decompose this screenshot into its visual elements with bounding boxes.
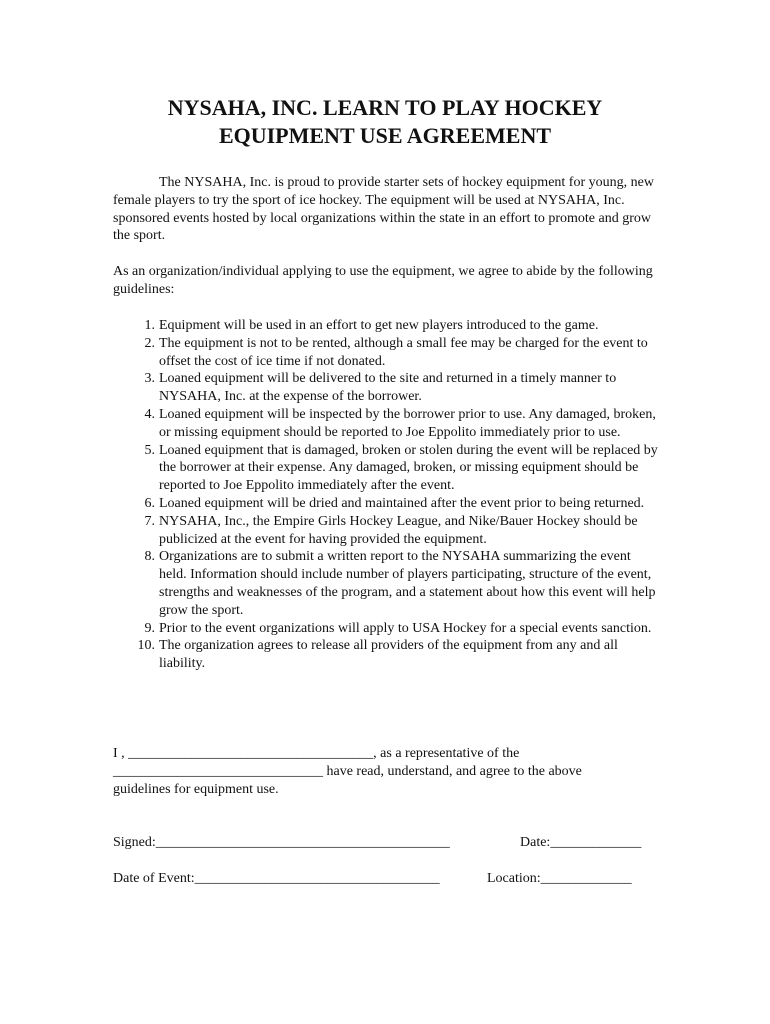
guideline-item	[113, 548, 659, 619]
guideline-text: Loaned equipment will be dried and maintained after the event prior to being returned.	[159, 495, 645, 511]
guideline-text: The equipment is not to be rented, although a small fee may be charged for the event to offset the cost of ice time if not donated.	[159, 335, 648, 369]
guideline-text: Loaned equipment that is damaged, broken or stolen during the event will be replaced by the borrower at their expense. Any damaged, broken, or missing equipment should be reported to Joe Eppolito immediately after the event.	[159, 442, 658, 494]
guideline-number: 1.	[144, 318, 155, 333]
guideline-item	[113, 406, 659, 442]
title-line-2: EQUIPMENT USE AGREEMENT	[218, 123, 552, 148]
guideline-item	[113, 620, 659, 638]
guideline-number: 9.	[144, 620, 155, 636]
guideline-item	[113, 637, 659, 673]
location-field: Location:_____________	[487, 871, 632, 886]
date-of-event-field: Date of Event:___________________________________	[113, 871, 440, 886]
title-line-1: NYSAHA, INC. LEARN TO PLAY HOCKEY	[167, 95, 603, 120]
guideline-number: 6.	[144, 495, 155, 511]
guideline-item	[113, 495, 659, 513]
guideline-text: Organizations are to submit a written report to the NYSAHA summarizing the event held. Information should include number of players participating, structure of the event, strengths and weaknesses of the program, and a statement about how this event will help grow the sport.	[159, 549, 656, 618]
guideline-item	[113, 370, 659, 406]
acknowledgement-paragraph	[113, 745, 663, 798]
guideline-item	[113, 442, 659, 495]
guideline-item	[113, 317, 659, 335]
guideline-number: 5.	[144, 442, 155, 458]
guidelines-intro: As an organization/individual applying to use the equipment, we agree to abide by the following guidelines:	[113, 264, 653, 297]
guideline-number: 10.	[137, 638, 155, 654]
guideline-text: Equipment will be used in an effort to get new players introduced to the game.	[159, 318, 599, 333]
guidelines-list	[113, 317, 659, 673]
acknowledgement-line-3: guidelines for equipment use.	[113, 781, 279, 797]
acknowledgement-line-2: ______________________________ have read, understand, and agree to the above	[113, 763, 582, 779]
guideline-text: Loaned equipment will be delivered to the site and returned in a timely manner to NYSAHA, Inc. at the expense of the borrower.	[159, 371, 617, 405]
signed-field: Signed:__________________________________________	[113, 835, 450, 850]
guideline-text: NYSAHA, Inc., the Empire Girls Hockey League, and Nike/Bauer Hockey should be publicized at the event for having provided the equipment.	[159, 513, 638, 547]
date-field: Date:_____________	[520, 835, 642, 850]
guideline-text: Prior to the event organizations will apply to USA Hockey for a special events sanction.	[159, 620, 652, 636]
guideline-number: 8.	[144, 549, 155, 565]
guideline-item	[113, 513, 659, 549]
guideline-number: 4.	[144, 406, 155, 422]
intro-paragraph: The NYSAHA, Inc. is proud to provide starter sets of hockey equipment for young, new female players to try the sport of ice hockey. The equipment will be used at NYSAHA, Inc. sponsored events hosted by local organizations within the state in an effort to promote and grow the sport.	[113, 175, 654, 244]
guideline-item	[113, 335, 659, 371]
acknowledgement-line-1: I , ___________________________________, as a representative of the	[113, 746, 520, 761]
document-title	[0, 94, 770, 150]
guideline-text: The organization agrees to release all providers of the equipment from any and all liability.	[159, 638, 618, 672]
guideline-number: 2.	[144, 335, 155, 351]
guideline-text: Loaned equipment will be inspected by the borrower prior to use. Any damaged, broken, or missing equipment should be reported to Joe Eppolito immediately prior to use.	[159, 406, 656, 440]
guideline-number: 3.	[144, 371, 155, 387]
guideline-number: 7.	[144, 513, 155, 529]
